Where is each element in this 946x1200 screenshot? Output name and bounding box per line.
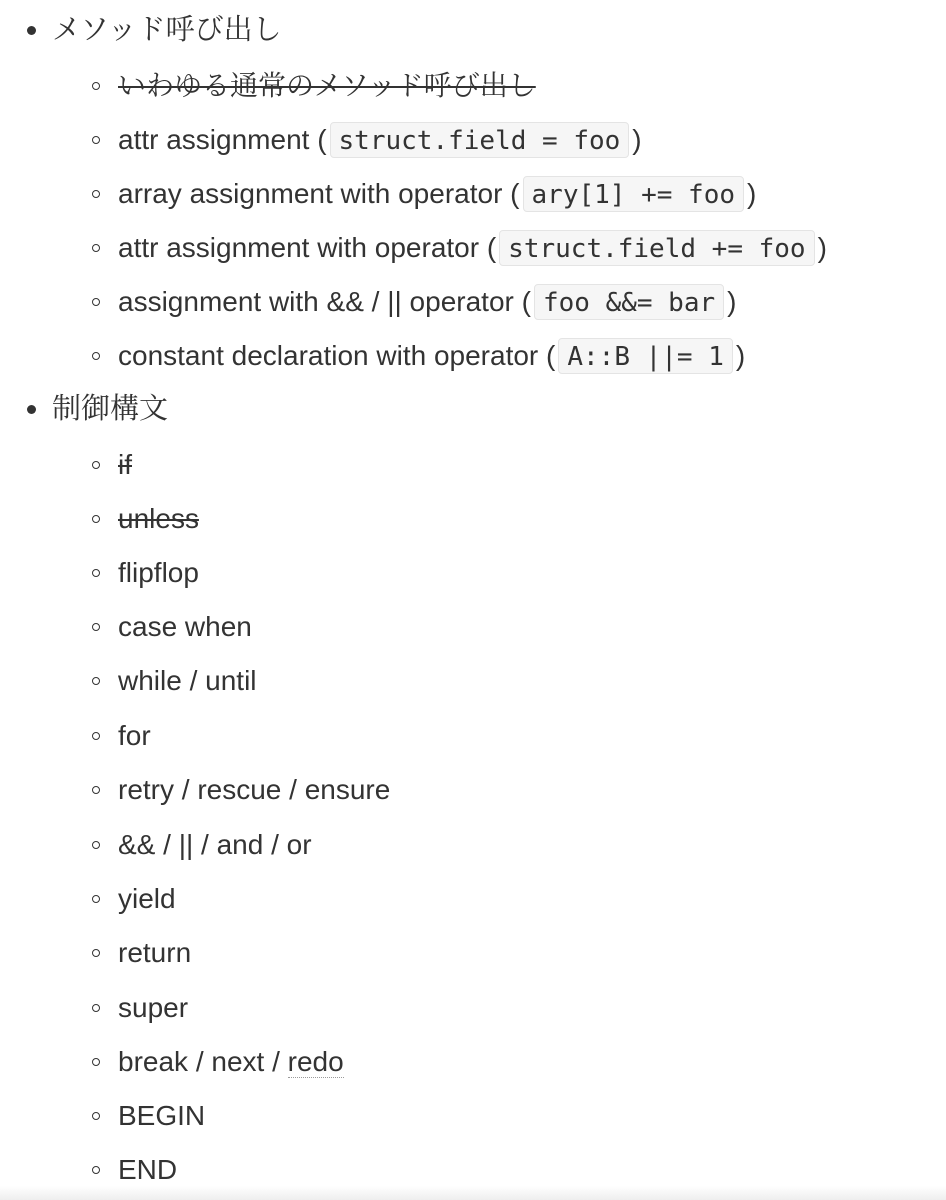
section-title: 制御構文 [52, 393, 169, 425]
list-item-text: while / until [118, 665, 257, 696]
inline-code: struct.field = foo [330, 122, 630, 158]
list-item-text: if [118, 449, 132, 480]
open-paren: ( [309, 124, 327, 155]
circle-bullet-icon [92, 623, 100, 631]
list-item-text: constant declaration with operator [118, 340, 539, 371]
list-item-text: super [118, 992, 189, 1023]
inline-code: A::B ||= 1 [558, 338, 733, 374]
circle-bullet-icon [92, 1166, 100, 1174]
close-paren: ) [817, 232, 827, 263]
circle-bullet-icon [92, 352, 100, 360]
close-paren: ) [632, 124, 642, 155]
circle-bullet-icon [92, 136, 100, 144]
list-item-content [118, 334, 745, 378]
circle-bullet-icon [92, 732, 100, 740]
circle-bullet-icon [92, 82, 100, 90]
inline-code: foo &&= bar [534, 284, 724, 320]
list-item-text: array assignment with operator [118, 178, 503, 209]
circle-bullet-icon [92, 298, 100, 306]
open-paren: ( [513, 286, 531, 317]
close-paren: ) [735, 340, 746, 371]
circle-bullet-icon [92, 677, 100, 685]
inline-code: ary[1] += foo [523, 176, 745, 212]
list-item-text: retry / rescue / ensure [118, 774, 391, 805]
circle-bullet-icon [92, 190, 100, 198]
list-item-content [118, 280, 736, 324]
list-item-text: case when [118, 611, 252, 642]
circle-bullet-icon [92, 515, 100, 523]
list-item-text: attr assignment [118, 124, 310, 155]
bottom-edge-shadow [0, 1186, 946, 1200]
circle-bullet-icon [92, 1058, 100, 1066]
list-item-text: break / next / [118, 1046, 288, 1077]
abbreviation-link[interactable]: redo [287, 1045, 344, 1077]
list-item-text: for [118, 720, 151, 751]
section-title: メソッド呼び出し [52, 14, 282, 46]
list-item-text: assignment with && / || operator [118, 286, 514, 317]
circle-bullet-icon [92, 244, 100, 252]
list-item-content [118, 172, 756, 216]
circle-bullet-icon [92, 569, 100, 577]
list-item-text: BEGIN [118, 1100, 206, 1131]
inline-code: struct.field += foo [499, 230, 814, 266]
list-item-text: いわゆる通常のメソッド呼び出し [118, 70, 536, 101]
open-paren: ( [479, 232, 497, 263]
circle-bullet-icon [92, 786, 100, 794]
bullet-icon [27, 405, 36, 414]
circle-bullet-icon [92, 841, 100, 849]
list-item-text: attr assignment with operator [118, 232, 480, 263]
open-paren: ( [502, 178, 520, 209]
circle-bullet-icon [92, 1004, 100, 1012]
list-item-content [118, 118, 642, 162]
list-item-text: return [118, 937, 192, 968]
list-item-content [118, 1040, 344, 1084]
bullet-icon [27, 26, 36, 35]
circle-bullet-icon [92, 1112, 100, 1120]
open-paren: ( [538, 340, 556, 371]
circle-bullet-icon [92, 461, 100, 469]
close-paren: ) [727, 286, 737, 317]
list-item-content [118, 226, 827, 270]
list-item-text: END [118, 1154, 178, 1185]
list-item-text: yield [118, 883, 176, 914]
list-item-text: flipflop [118, 557, 199, 588]
list-item-text: && / || / and / or [118, 829, 312, 860]
list-item-text: unless [118, 503, 199, 534]
circle-bullet-icon [92, 949, 100, 957]
circle-bullet-icon [92, 895, 100, 903]
close-paren: ) [747, 178, 757, 209]
